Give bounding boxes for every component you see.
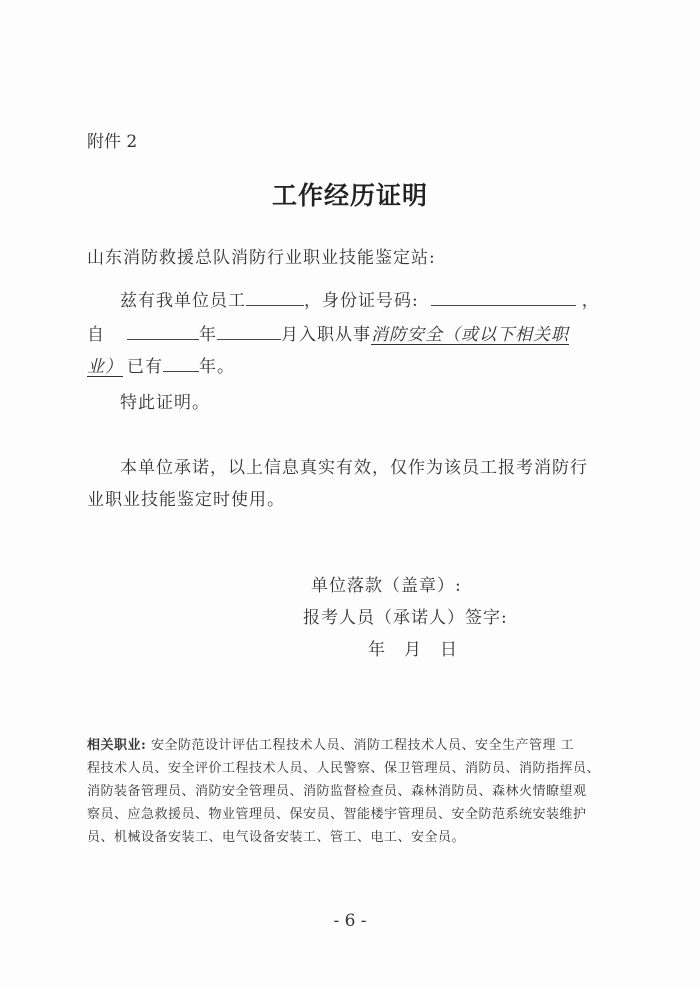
employee-label: 兹有我单位员工 (120, 291, 246, 311)
duration-unit: 年。 (199, 357, 235, 377)
related-jobs-line-1 (87, 734, 574, 757)
name-blank (246, 291, 304, 306)
related-jobs-line-5: 员、机械设备安装工、电气设备安装工、管工、电工、安全员。 (87, 830, 466, 845)
addressee: 山东消防救援总队消防行业职业技能鉴定站: (87, 248, 436, 268)
employee-line (120, 286, 600, 311)
duration-blank (163, 357, 199, 372)
related-jobs-line-2: 程技术人员、安全评价工程技术人员、人民警察、保卫管理员、消防员、消防指挥员、 (87, 761, 601, 776)
date-label: 年 月 日 (368, 640, 458, 660)
promise-line-1: 本单位承诺，以上信息真实有效，仅作为该员工报考消防行 (120, 458, 588, 478)
page-number: - 6 - (333, 911, 367, 931)
attachment-label: 附件 2 (87, 132, 138, 152)
applicant-signature-label: 报考人员（承诺人）签字: (303, 608, 508, 628)
unit-signature-label: 单位落款（盖章）: (311, 576, 462, 596)
job-title-part2: 业） (87, 357, 123, 377)
related-jobs-line-3: 消防装备管理员、消防安全管理员、消防监督检查员、森林消防员、森林火情瞭望观 (87, 784, 587, 799)
duration-label: 已有 (127, 357, 163, 377)
month-label: 月入职从事 (281, 325, 371, 345)
comma: ， (581, 291, 600, 311)
related-jobs-text-1: 安全防范设计评估工程技术人员、消防工程技术人员、安全生产管理 工 (146, 738, 575, 753)
year-blank (127, 325, 199, 340)
certify-text: 特此证明。 (120, 393, 210, 413)
month-blank (217, 325, 281, 340)
job-title-part1: 消防安全（或以下相关职 (371, 325, 569, 345)
year-label: 年 (199, 325, 217, 345)
duration-line (87, 352, 235, 377)
id-number-label: ，身份证号码: (304, 291, 419, 311)
employment-line (87, 320, 569, 345)
from-label: 自 (87, 325, 105, 345)
id-number-blank (431, 291, 576, 306)
related-jobs-label: 相关职业: (87, 738, 147, 753)
promise-line-2: 业职业技能鉴定时使用。 (87, 490, 285, 510)
related-jobs-line-4: 察员、应急救援员、物业管理员、保安员、智能楼宇管理员、安全防范系统安装维护 (87, 807, 587, 822)
page-title: 工作经历证明 (271, 181, 428, 210)
